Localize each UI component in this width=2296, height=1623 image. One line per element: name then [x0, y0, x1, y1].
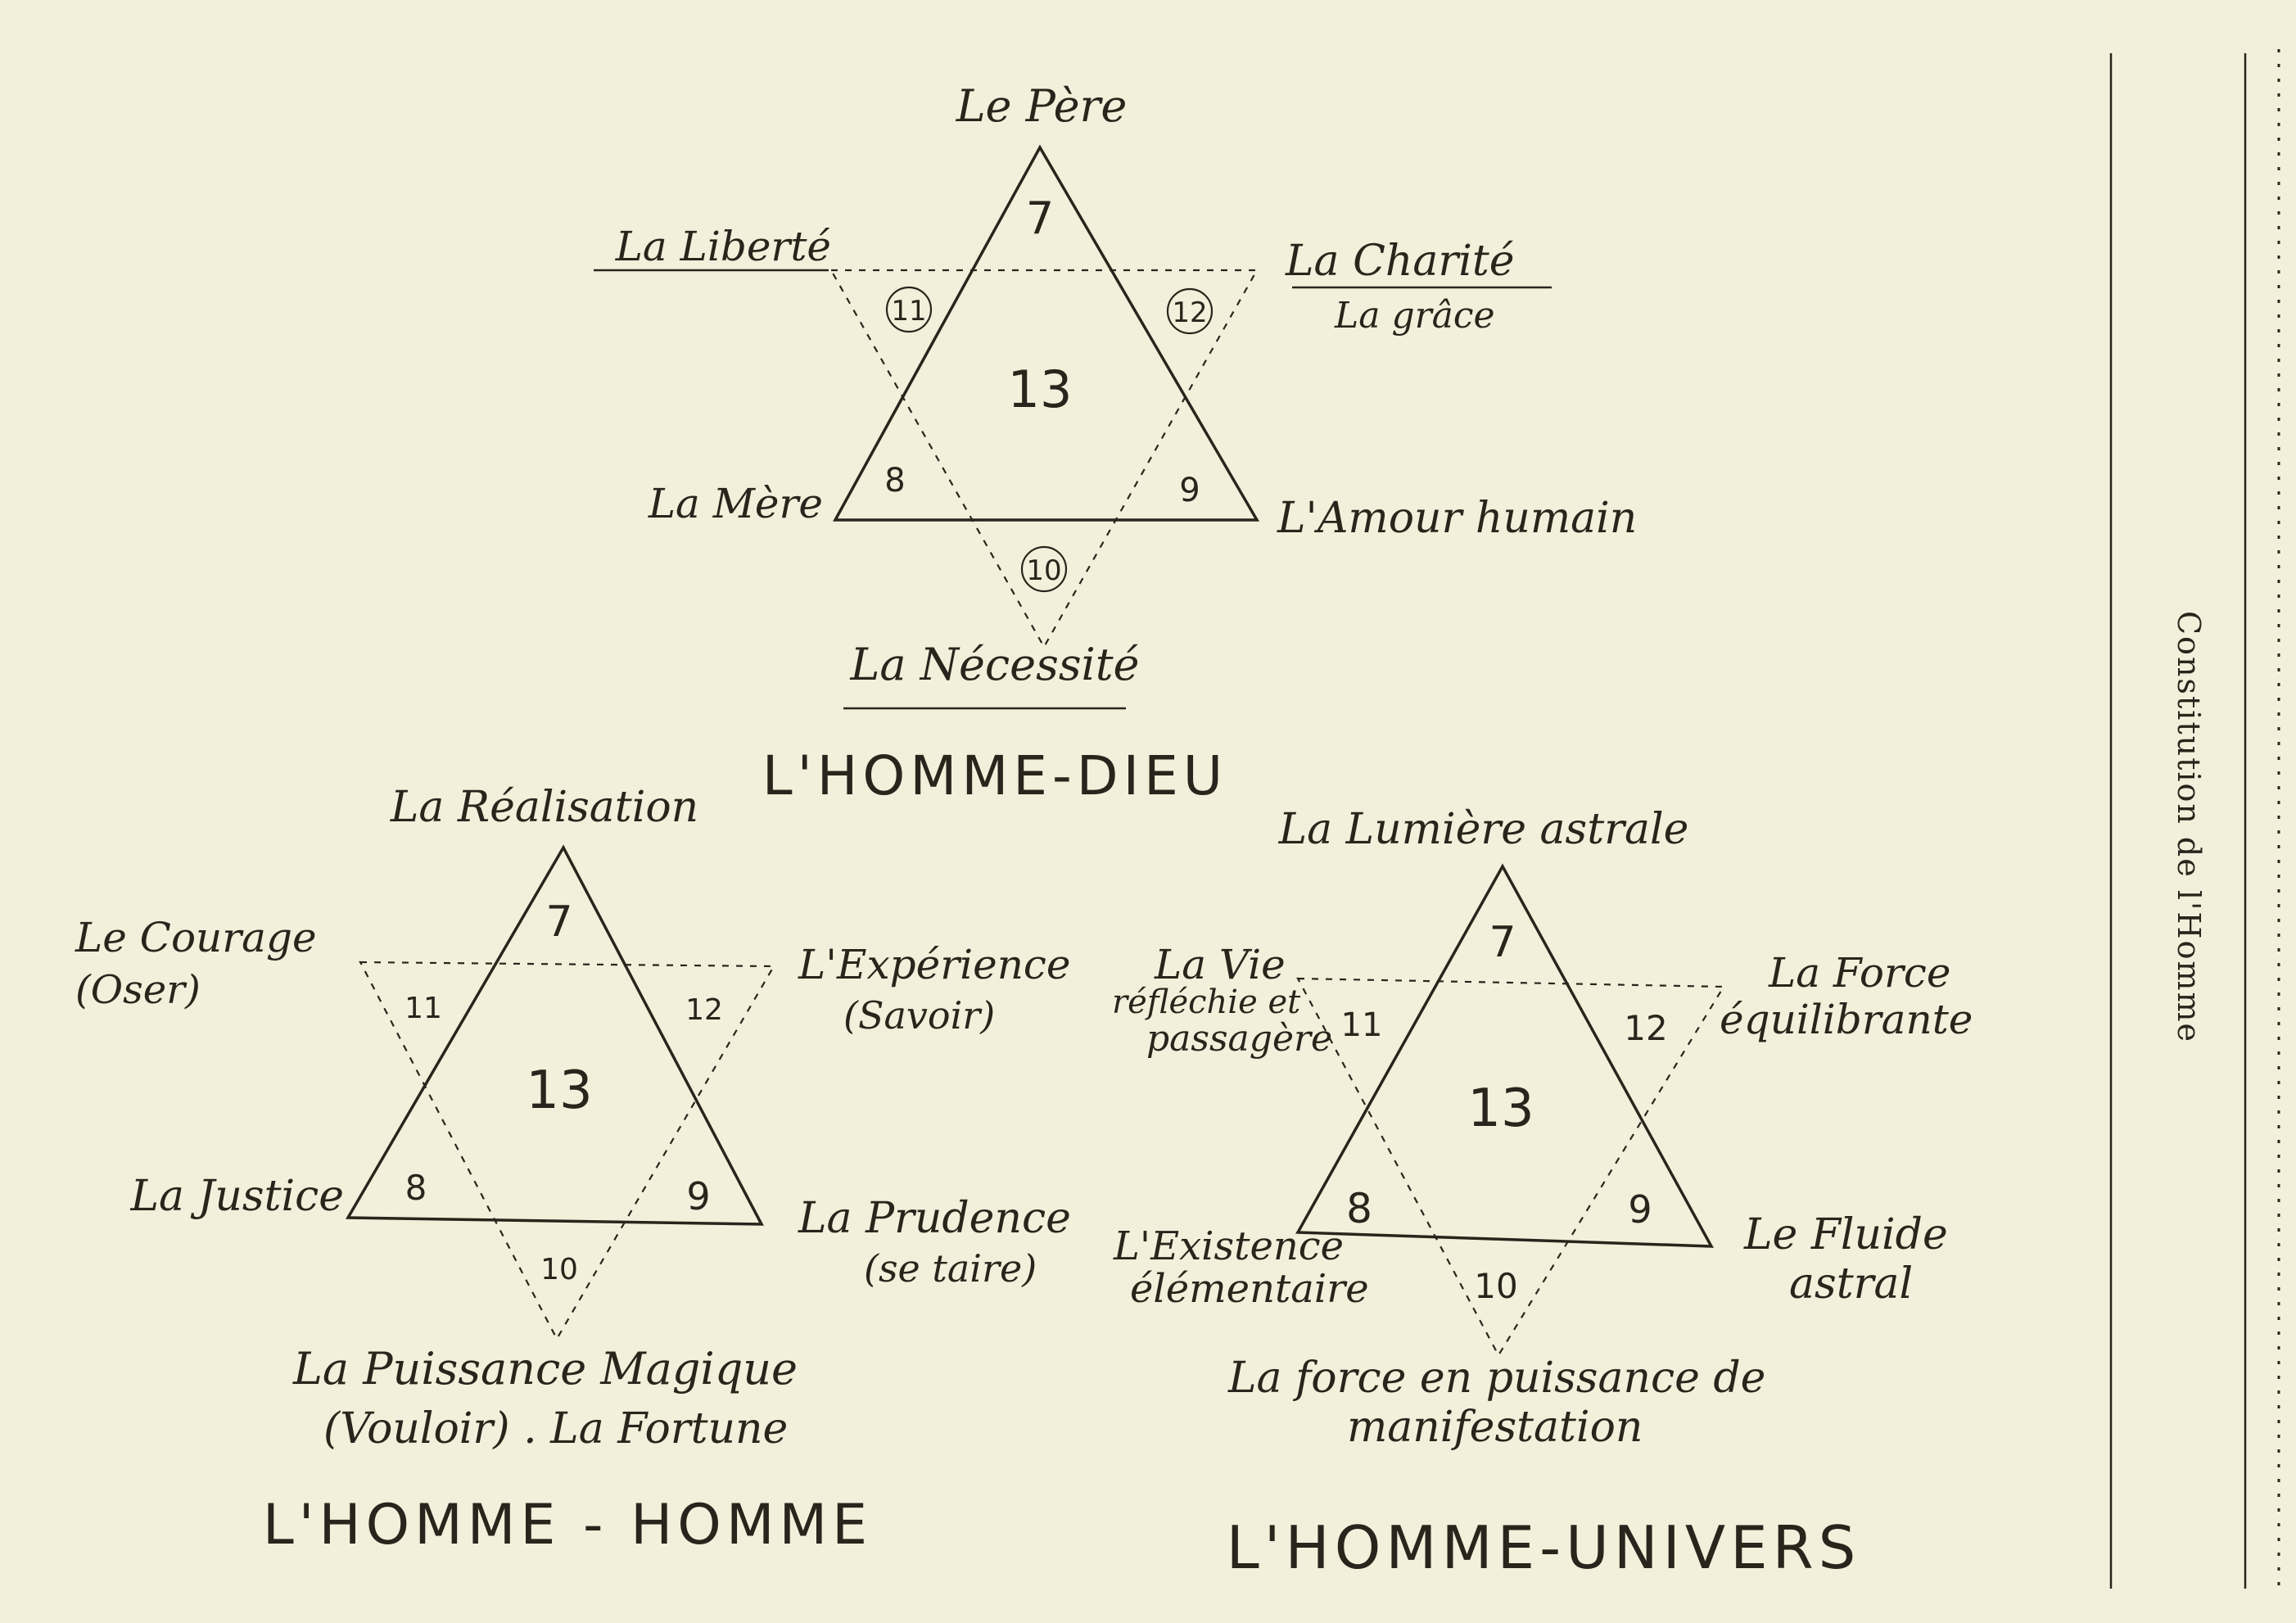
homme-homme-number-left: 8: [405, 1168, 427, 1208]
homme-dieu-label-upper-left: La Liberté: [615, 223, 831, 270]
homme-univers-label-upper-right: La Force: [1769, 949, 1951, 997]
homme-dieu-label-upper-right-sub: La grâce: [1335, 295, 1495, 337]
homme-dieu-label-lower-right: L'Amour humain: [1277, 494, 1638, 543]
homme-dieu-number-right: 9: [1179, 472, 1200, 509]
homme-homme-number-top: 7: [545, 897, 573, 947]
homme-univers-label-upper-right-sub: équilibrante: [1720, 996, 1973, 1043]
homme-univers-label-lower-left-sub: élémentaire: [1130, 1266, 1369, 1312]
homme-univers-number-bottom: 10: [1474, 1266, 1518, 1306]
homme-homme-diagram: [75, 783, 1071, 1557]
homme-univers-label-bottom-sub: manifestation: [1347, 1403, 1643, 1452]
homme-homme-number-upper-right: 12: [685, 993, 723, 1027]
homme-homme-label-lower-left: La Justice: [130, 1172, 344, 1221]
homme-dieu-number-bottom: 10: [1026, 554, 1062, 587]
homme-univers-label-upper-left-sub1: réfléchie et: [1112, 983, 1301, 1021]
homme-homme-label-upper-left-sub: (Oser): [75, 967, 201, 1013]
homme-dieu-label-top: Le Père: [956, 80, 1128, 132]
homme-homme-label-bottom: La Puissance Magique: [293, 1343, 798, 1395]
homme-univers-caption: L'HOMME-UNIVERS: [1226, 1513, 1861, 1582]
homme-univers-number-top: 7: [1489, 918, 1516, 967]
homme-homme-number-center: 13: [526, 1060, 593, 1121]
homme-dieu-label-lower-left: La Mère: [648, 480, 823, 527]
side-running-title: Constitution de l'Homme: [2171, 610, 2207, 1044]
homme-univers-number-upper-left: 11: [1340, 1006, 1383, 1044]
homme-homme-caption: L'HOMME - HOMME: [262, 1493, 873, 1557]
homme-homme-label-lower-right-sub: (se taire): [864, 1246, 1037, 1291]
homme-homme-label-upper-left: Le Courage: [75, 914, 317, 961]
homme-dieu-diagram: [594, 80, 1637, 807]
homme-homme-number-upper-left: 11: [405, 992, 442, 1025]
homme-univers-label-bottom: La force en puissance de: [1228, 1354, 1766, 1403]
homme-homme-number-right: 9: [686, 1174, 711, 1218]
homme-homme-label-lower-right: La Prudence: [798, 1194, 1071, 1243]
homme-dieu-label-bottom: La Nécessité: [850, 639, 1140, 690]
homme-univers-number-right: 9: [1628, 1187, 1652, 1232]
homme-dieu-label-upper-right: La Charité: [1286, 237, 1515, 286]
homme-dieu-number-upper-right: 12: [1172, 296, 1208, 329]
homme-univers-label-lower-right: Le Fluide: [1744, 1210, 1948, 1259]
homme-dieu-caption: L'HOMME-DIEU: [762, 744, 1228, 807]
homme-univers-number-upper-right: 12: [1624, 1008, 1668, 1048]
homme-dieu-number-center: 13: [1007, 359, 1073, 419]
homme-univers-label-lower-left: L'Existence: [1114, 1223, 1345, 1269]
homme-dieu-number-left: 8: [884, 462, 906, 500]
homme-univers-number-left: 8: [1346, 1185, 1372, 1232]
homme-dieu-number-upper-left: 11: [891, 295, 927, 328]
homme-univers-label-upper-left-sub2: passagère: [1146, 1018, 1333, 1060]
homme-homme-label-bottom-sub: (Vouloir) . La Fortune: [323, 1404, 789, 1453]
homme-univers-label-top: La Lumière astrale: [1278, 805, 1689, 854]
homme-univers-diagram: [1112, 805, 1973, 1582]
homme-homme-label-upper-right-sub: (Savoir): [843, 993, 996, 1038]
homme-homme-number-bottom: 10: [540, 1253, 578, 1286]
homme-univers-number-center: 13: [1467, 1078, 1534, 1139]
homme-homme-label-top: La Réalisation: [390, 783, 699, 832]
homme-homme-label-upper-right: L'Expérience: [798, 941, 1071, 988]
homme-univers-label-upper-left: La Vie: [1155, 941, 1286, 988]
homme-dieu-number-top: 7: [1025, 192, 1055, 244]
homme-univers-label-lower-right-sub: astral: [1789, 1259, 1914, 1309]
